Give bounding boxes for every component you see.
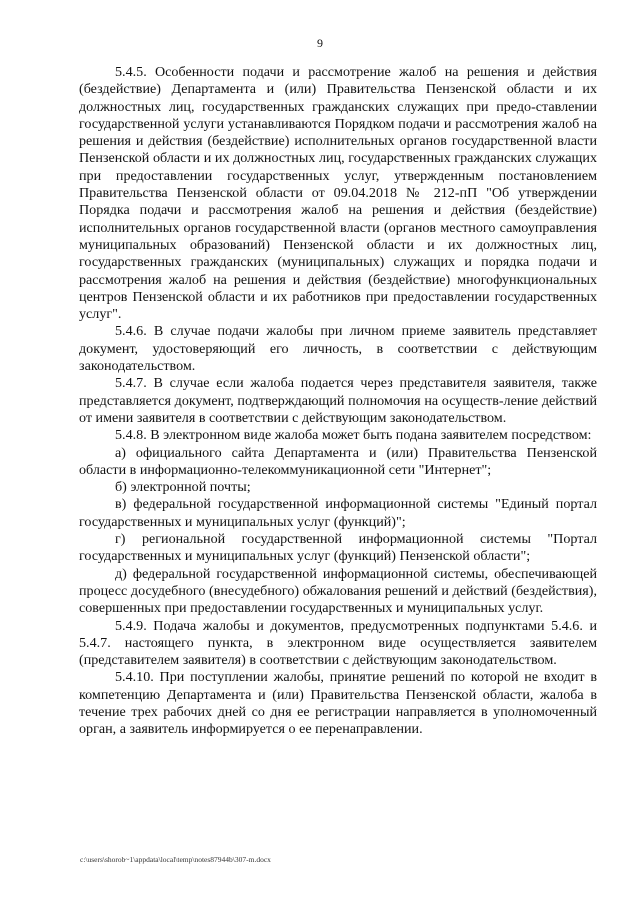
paragraph-5-4-9: 5.4.9. Подача жалобы и документов, предусмотренных подпунктами 5.4.6. и 5.4.7. настоящего пункта, в электронном виде осуществляется заявителем (представителем заявителя) в соответствии с действующим законодательством. [79, 617, 597, 669]
paragraph-5-4-10: 5.4.10. При поступлении жалобы, принятие решений по которой не входит в компетенцию Департамента и (или) Правительства Пензенской области, жалоба в течение трех рабочих дней со дня ее регистрации направляется в уполномоченный орган, а заявитель информируется о ее перенаправлении. [79, 669, 597, 738]
page-number: 9 [317, 36, 323, 50]
list-item-d: д) федеральной государственной информационной системы, обеспечивающей процесс досудебного (внесудебного) обжалования решений и действий (бездействия), совершенных при предоставлении государственных и муниципальных услуг. [79, 565, 597, 617]
paragraph-5-4-6: 5.4.6. В случае подачи жалобы при личном приеме заявитель представляет документ, удостоверяющий его личность, в соответствии с действующим законодательством. [79, 323, 597, 375]
list-item-a: а) официального сайта Департамента и (или) Правительства Пензенской области в информационно-телекоммуникационной сети "Интернет"; [79, 444, 597, 478]
list-item-g: г) региональной государственной информационной системы "Портал государственных и муниципальных услуг (функций) Пензенской области"; [79, 531, 597, 565]
paragraph-5-4-8: 5.4.8. В электронном виде жалоба может быть подана заявителем посредством: [115, 427, 592, 444]
footer-file-path: c:\users\shorob~1\appdata\local\temp\notes87944b\307-m.docx [80, 855, 271, 864]
list-item-v: в) федеральной государственной информационной системы "Единый портал государственных и муниципальных услуг (функций)"; [79, 496, 597, 530]
paragraph-5-4-7: 5.4.7. В случае если жалоба подается через представителя заявителя, также представляется документ, подтверждающий полномочия на осуществ-ление действий от имени заявителя в соответствии с действующим законодательством. [79, 375, 597, 426]
list-item-b: б) электронной почты; [115, 479, 251, 496]
document-body [79, 64, 597, 739]
paragraph-5-4-5: 5.4.5. Особенности подачи и рассмотрение жалоб на решения и действия (бездействие) Департамента и (или) Правительства Пензенской области и их должностных лиц, государственных гражданских служащих при предо-ставлении государственной услуги устанавливаются Порядком подачи и рассмотрения жалоб на решения и действия (бездействие) исполнительных органов государственной власти Пензенской области и их должностных лиц, государственных гражданских служащих при предоставлении государственных услуг, утвержденным постановлением Правительства Пензенской области от 09.04.2018 № 212-пП "Об утверждении Порядка подачи и рассмотрения жалоб на решения и действия (бездействие) исполнительных органов государственной власти (органов местного самоуправления муниципальных образований) Пензенской области и их должностных лиц, государственных гражданских (муниципальных) служащих и порядка подачи и рассмотрения жалоб на решения и действия (бездействие) многофункциональных центров Пензенской области и их работников при предоставлении государственных услуг". [79, 64, 597, 323]
